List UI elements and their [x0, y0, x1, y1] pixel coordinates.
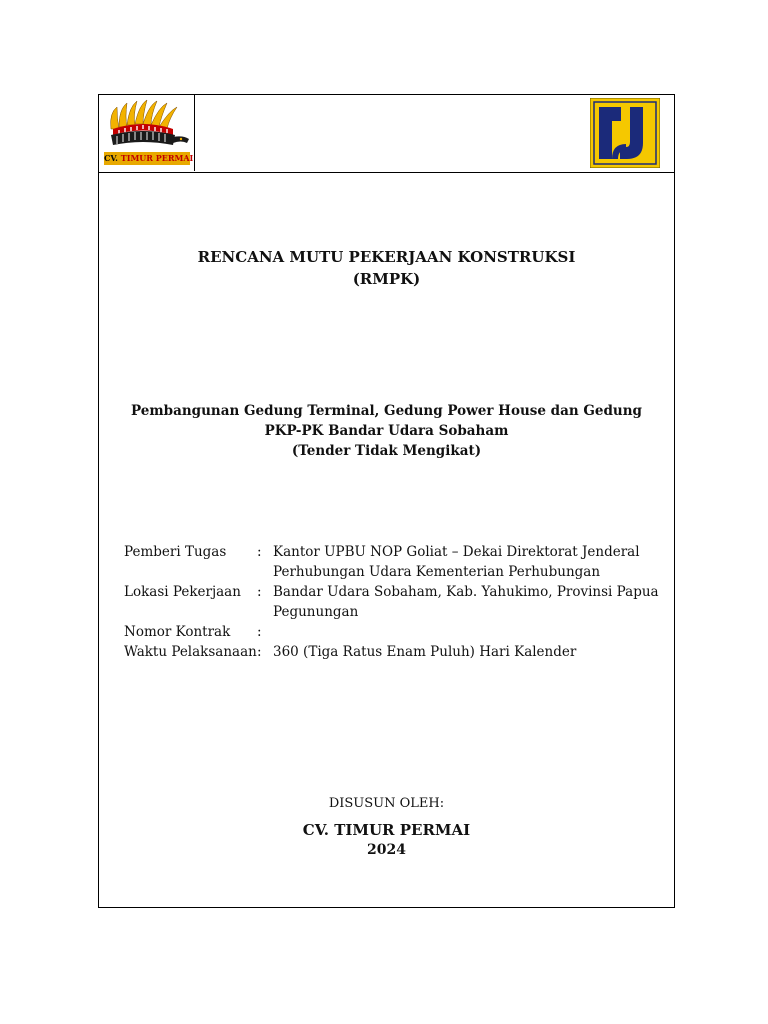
info-row-lokasi-pekerjaan: [124, 582, 664, 622]
title-line-1: RENCANA MUTU PEKERJAAN KONSTRUKSI: [197, 248, 576, 266]
info-value: [273, 622, 664, 642]
company-logo-label: [104, 152, 194, 165]
info-row-nomor-kontrak: [124, 622, 664, 642]
info-colon: :: [257, 644, 262, 660]
logo-label-prefix: CV.: [104, 153, 121, 163]
project-line-2: PKP-PK Bandar Udara Sobaham: [264, 423, 509, 439]
project-line-1: Pembangunan Gedung Terminal, Gedung Power House dan Gedung: [131, 403, 642, 419]
ministry-logo: [590, 98, 660, 168]
document-title: [99, 246, 674, 290]
info-label: Waktu Pelaksanaan: [124, 644, 257, 660]
info-label: Nomor Kontrak: [124, 624, 231, 640]
pu-ministry-icon: [590, 98, 660, 168]
project-line-3: (Tender Tidak Mengikat): [291, 443, 482, 459]
info-colon: :: [257, 544, 262, 560]
project-name: [99, 401, 674, 461]
tribal-headdress-icon: [103, 99, 191, 153]
document-year: 2024: [367, 842, 406, 858]
project-info-table: [124, 542, 664, 662]
info-value: 360 (Tiga Ratus Enam Puluh) Hari Kalender: [273, 644, 577, 660]
document-frame: [98, 94, 675, 908]
prepared-by-label: DISUSUN OLEH:: [328, 796, 445, 811]
info-label: Lokasi Pekerjaan: [124, 584, 241, 600]
info-value: Kantor UPBU NOP Goliat – Dekai Direktorat Jenderal Perhubungan Udara Kementerian Perhubungan: [273, 544, 640, 580]
info-colon: :: [257, 624, 262, 640]
company-name: CV. TIMUR PERMAI: [302, 821, 471, 839]
document-header: [99, 95, 674, 173]
info-colon: :: [257, 584, 262, 600]
info-value: Bandar Udara Sobaham, Kab. Yahukimo, Provinsi Papua Pegunungan: [273, 584, 659, 620]
info-row-pemberi-tugas: [124, 542, 664, 582]
company-logo: [99, 95, 195, 171]
info-row-waktu-pelaksanaan: [124, 642, 664, 662]
logo-label-name: TIMUR PERMAI: [120, 153, 194, 163]
info-label: Pemberi Tugas: [124, 544, 227, 560]
title-line-2: (RMPK): [352, 270, 421, 288]
